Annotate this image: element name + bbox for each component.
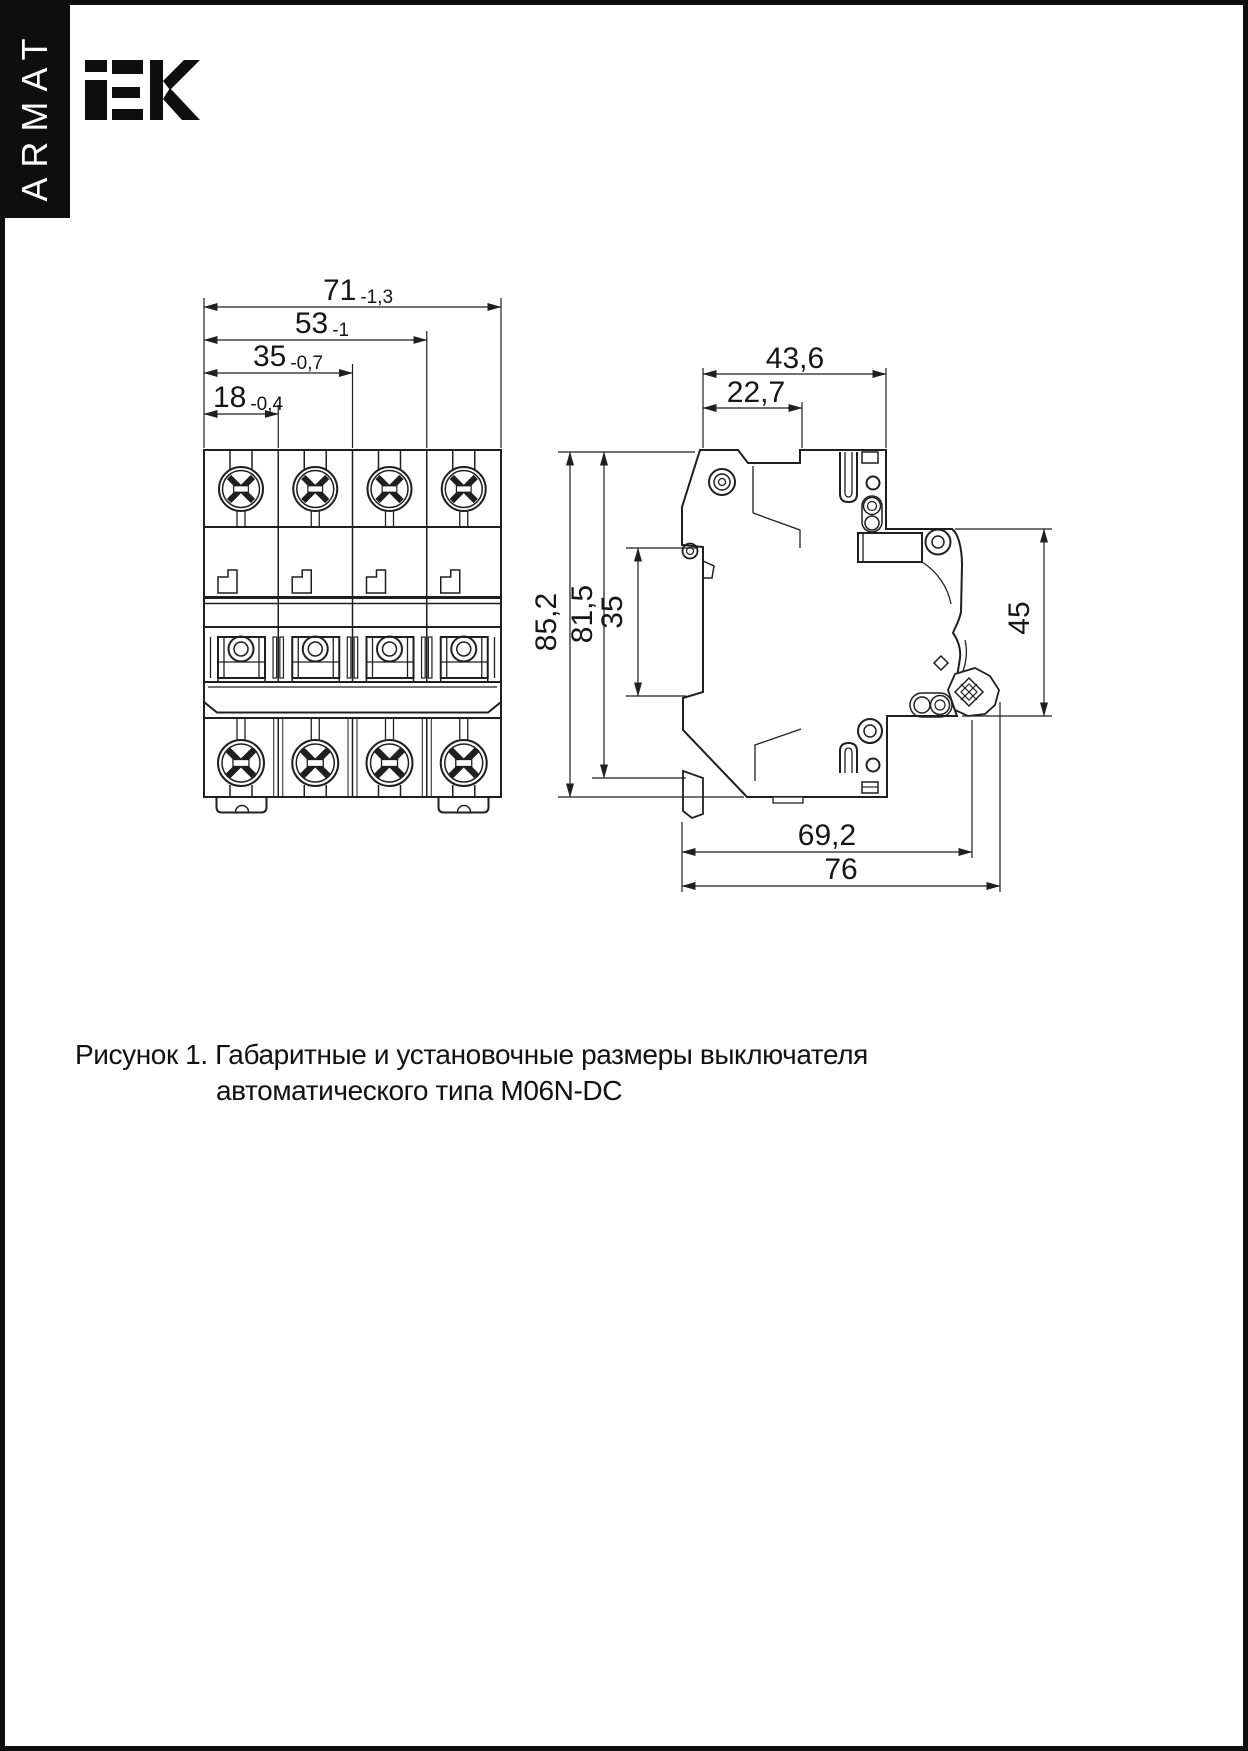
brand-vertical-text: ARMAT — [14, 28, 55, 202]
dim-width-53: 53 -1 — [294, 307, 350, 341]
dim-width-18: 18 -0,4 — [212, 381, 284, 415]
iek-logo-icon — [85, 60, 200, 120]
dim-width-71: 71 -1,3 — [322, 274, 394, 308]
side-view-drawing — [682, 450, 999, 818]
front-view-drawing — [204, 450, 501, 813]
page-border — [3, 3, 1246, 1749]
dim-rail-35: 35 — [596, 595, 629, 629]
dim-depth-22-7: 22,7 — [726, 376, 786, 409]
dim-height-81-5: 81,5 — [566, 584, 599, 644]
dim-bottom-69-2: 69,2 — [797, 819, 857, 852]
front-view-dimensions — [204, 274, 501, 448]
armat-banner — [0, 0, 70, 218]
caption-line-1: Рисунок 1. Габаритные и установочные размеры выключателя — [75, 1039, 868, 1070]
dim-bottom-76: 76 — [824, 853, 858, 886]
caption-line-2: автоматического типа М06N-DC — [216, 1075, 623, 1106]
dim-width-35: 35 -0,7 — [252, 340, 324, 374]
figure-caption — [75, 1039, 868, 1106]
dim-front-45: 45 — [1003, 601, 1036, 635]
dim-depth-43-6: 43,6 — [765, 342, 825, 375]
dim-height-85-2: 85,2 — [530, 592, 563, 652]
